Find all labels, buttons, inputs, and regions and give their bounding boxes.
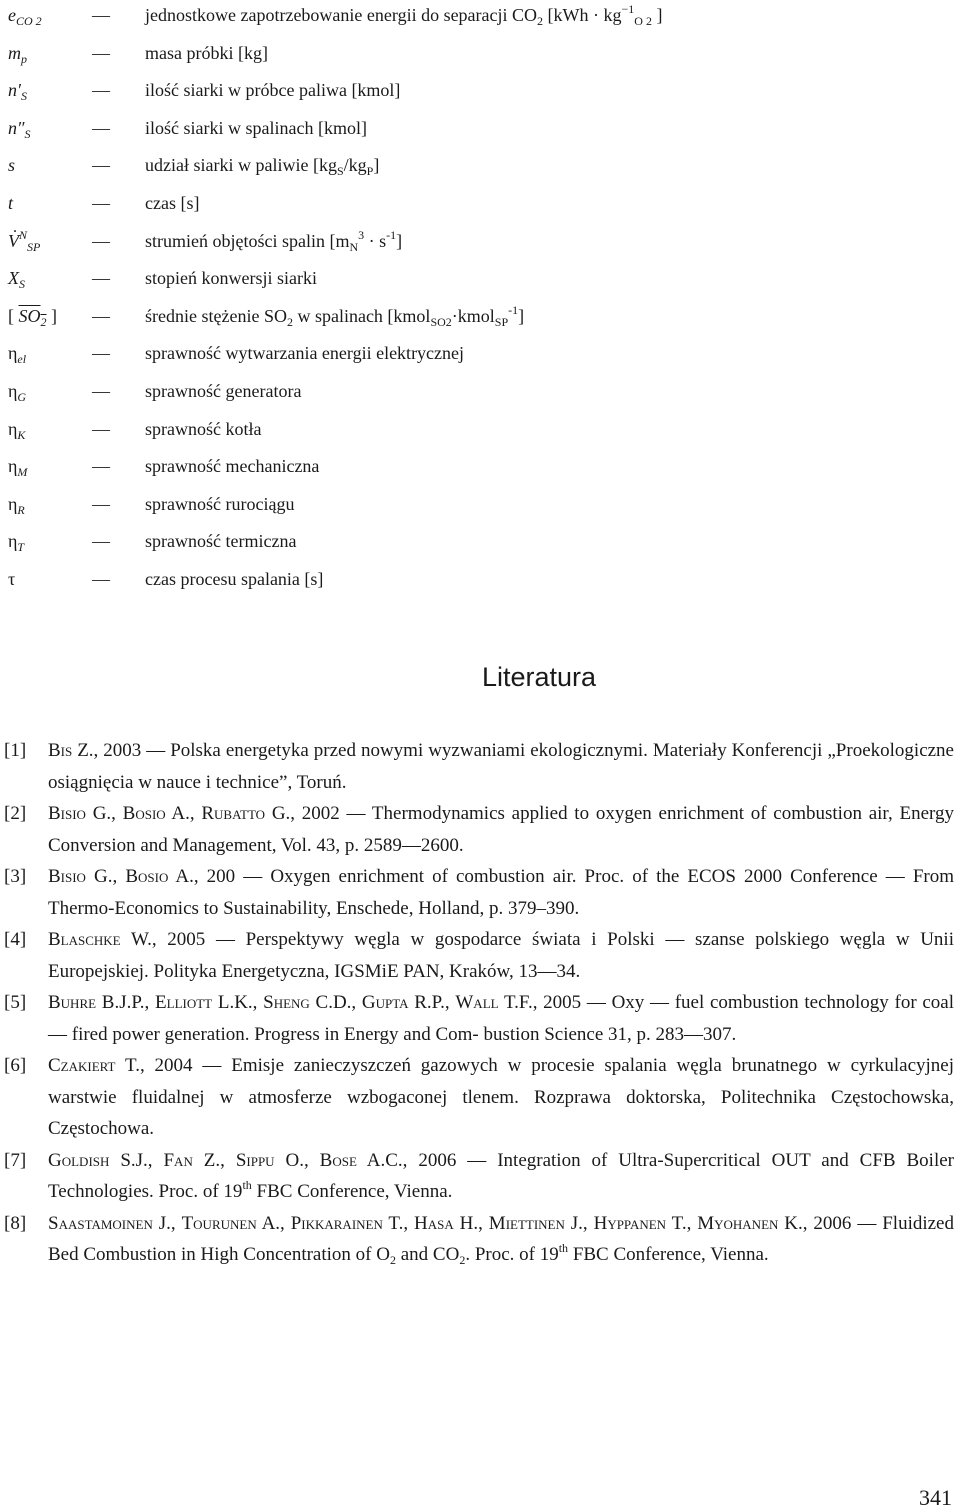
symbol-row <box>0 188 960 218</box>
reference-text: Blaschke W., 2005 — Perspektywy węgla w gospodarce świata i Polski — szanse polskiego węgla w Unii Europejskiej. Polityka Energetyczna, IGSMiE PAN, Kraków, 13—34. <box>48 929 954 982</box>
symbol-row <box>0 0 960 30</box>
symbol: $\eta_G$ <box>8 381 27 404</box>
symbol: τ <box>8 569 16 589</box>
symbol-description: średnie stężenie $SO_2$ w spalinach [kmol$_{SO2}$·kmol$_{SP}^{-1}$] <box>145 302 525 329</box>
reference-item <box>0 987 960 1050</box>
symbol-dash: — <box>92 193 110 213</box>
symbol-row <box>0 150 960 180</box>
reference-text: Czakiert T., 2004 — Emisje zanieczyszczeń gazowych w procesie spalania węgla brunatnego w cyrkulacyjnej warstwie fluidalnej w atmosferze wzbogaconej tlenem. Rozprawa doktorska, Politechnika Częstochowska, Częstochowa. <box>48 1055 954 1139</box>
symbol-description: sprawność kotła <box>145 418 262 439</box>
symbol: $X_S$ <box>8 268 25 292</box>
symbol: t <box>8 193 14 213</box>
reference-item <box>0 1050 960 1145</box>
reference-number: [1] <box>4 740 27 761</box>
symbol: ˙ $V^N_{SP}$ <box>8 226 40 256</box>
symbol-row <box>0 564 960 594</box>
symbol-row <box>0 526 960 556</box>
symbol-description: sprawność generatora <box>145 381 302 401</box>
symbol-description: ilość siarki w spalinach [kmol] <box>145 117 367 138</box>
symbol-description: stopień konwersji siarki <box>145 268 317 289</box>
symbol: $n'_S$ <box>8 80 27 104</box>
symbol-description: udział siarki w paliwie $[kg_S/kg_P]$ <box>145 155 380 179</box>
reference-item <box>0 735 960 798</box>
symbol: $\eta_T$ <box>8 531 25 555</box>
reference-number: [2] <box>4 803 27 824</box>
reference-item <box>0 1208 960 1271</box>
symbol-dash: — <box>92 230 110 251</box>
symbol-description: masa próbki [kg] <box>145 42 268 63</box>
symbol-dash: — <box>92 531 110 552</box>
symbol-dash: — <box>92 80 110 101</box>
symbol-row <box>0 376 960 406</box>
symbol-dash: — <box>92 155 110 176</box>
reference-text: Bisio G., Bosio A., Rubatto G., 2002 — Thermodynamics applied to oxygen enrichment of combustion air, Energy Conversion and Management, Vol. 43, p. 2589—2600. <box>48 803 954 856</box>
symbol-row <box>0 38 960 68</box>
reference-number: [8] <box>4 1212 27 1234</box>
symbol-dash: — <box>92 418 110 439</box>
reference-item <box>0 798 960 861</box>
symbol-description: sprawność mechaniczna <box>145 456 320 477</box>
section-heading-literatura: Literatura <box>481 662 597 692</box>
symbol: $m_p$ <box>8 42 27 66</box>
symbol-row <box>0 489 960 519</box>
symbol-dash: — <box>92 343 110 364</box>
symbol-description: sprawność wytwarzania energii elektrycznej <box>145 343 465 364</box>
symbol-dash: — <box>92 268 110 289</box>
symbol-dash: — <box>92 5 110 25</box>
symbol-description: czas [s] <box>145 193 200 213</box>
symbol-row <box>0 338 960 368</box>
symbol-description: ilość siarki w próbce paliwa [kmol] <box>145 80 401 101</box>
reference-item <box>0 924 960 987</box>
symbol: [ $SO_2$ ] <box>8 305 57 329</box>
symbol-dash: — <box>92 493 110 514</box>
page-number: 341 <box>919 1485 952 1510</box>
symbol-row <box>0 263 960 293</box>
reference-number: [5] <box>4 992 27 1013</box>
symbol-dash: — <box>92 456 110 477</box>
symbol-dash: — <box>92 381 110 401</box>
symbol-dash: — <box>92 569 110 589</box>
symbol-description: strumień objętości spalin $[m_N^3 \cdot s^{-1}]$ <box>145 227 403 254</box>
reference-text: Saastamoinen J., Tourunen A., Pikkarainen T., Hasa H., Miettinen J., Hyppanen T., Myohanen K., 2006 — Fluidized Bed Combustion in High Concentration of $O_2$ and $CO_2$. Proc. of 19th FBC Conference, Vienna. <box>48 1212 954 1267</box>
symbol-description: sprawność termiczna <box>145 531 297 552</box>
symbol: $n''_S$ <box>8 117 31 141</box>
reference-item <box>0 1145 960 1208</box>
reference-number: [3] <box>4 866 27 887</box>
symbol-row <box>0 414 960 444</box>
reference-number: [6] <box>4 1055 27 1076</box>
reference-text: Bis Z., 2003 — Polska energetyka przed nowymi wyzwaniami ekologicznymi. Materiały Konferencji „Proekologiczne osiągnięcia w nauce i technice”, Toruń. <box>48 740 954 793</box>
symbol-description: czas procesu spalania [s] <box>145 569 324 589</box>
symbol-description: jednostkowe zapotrzebowanie energii do separacji $CO_2$ [$kWh \cdot kg^{-1}_{O 2}$ ] <box>145 2 663 28</box>
symbol-dash: — <box>92 42 110 63</box>
reference-list <box>0 735 960 1271</box>
symbol-row <box>0 75 960 105</box>
reference-number: [4] <box>4 929 27 950</box>
symbol: $\eta_M$ <box>8 456 28 480</box>
symbol: s <box>8 155 16 176</box>
symbol: $\eta_{el}$ <box>8 343 27 367</box>
symbol-row <box>0 301 960 331</box>
symbol: $\eta_R$ <box>8 493 25 517</box>
symbol-dash: — <box>92 117 110 138</box>
symbol-row <box>0 226 960 256</box>
reference-text: Buhre B.J.P., Elliott L.K., Sheng C.D., Gupta R.P., Wall T.F., 2005 — Oxy — fuel combustion technology for coal — fired power generation. Progress in Energy and Com- bustion Science 31, p. 283—307. <box>48 992 955 1045</box>
symbol: $\eta_K$ <box>8 418 26 442</box>
reference-number: [7] <box>4 1149 27 1171</box>
reference-text: Bisio G., Bosio A., 200 — Oxygen enrichment of combustion air. Proc. of the ECOS 2000 Conference — From Thermo-Economics to Sustainability, Enschede, Holland, p. 379–390. <box>48 866 954 919</box>
reference-text: Goldish S.J., Fan Z., Sippu O., Bose A.C., 2006 — Integration of Ultra-Supercritical OUT and CFB Boiler Technologies. Proc. of 19th FBC Conference, Vienna. <box>48 1149 954 1202</box>
symbol-row <box>0 113 960 143</box>
reference-item <box>0 861 960 924</box>
symbol-dash: — <box>92 305 110 326</box>
symbol-row <box>0 451 960 481</box>
symbol: $e_{CO 2}$ <box>8 5 42 28</box>
symbol-description: sprawność rurociągu <box>145 493 295 514</box>
